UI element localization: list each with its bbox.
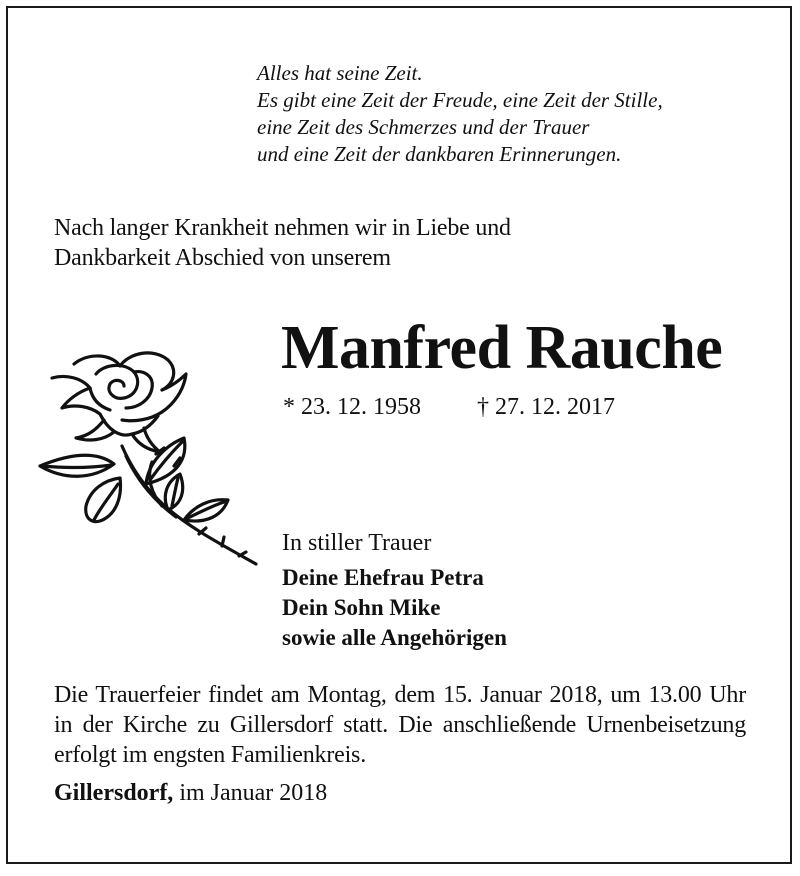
life-dates bbox=[283, 392, 615, 422]
poem-line: Alles hat seine Zeit. bbox=[257, 61, 423, 85]
intro-line: Nach langer Krankheit nehmen wir in Liebe und bbox=[54, 215, 511, 241]
poem bbox=[257, 60, 663, 168]
service-announcement: Die Trauerfeier findet am Montag, dem 15. Januar 2018, um 13.00 Uhr in der Kirche zu Gillersdorf statt. Die anschließende Urnenbeisetzung erfolgt im engsten Familienkreis. bbox=[54, 682, 746, 768]
birth-date: * 23. 12. 1958 bbox=[283, 394, 421, 420]
mourner: Deine Ehefrau Petra bbox=[282, 565, 484, 590]
poem-line: Es gibt eine Zeit der Freude, eine Zeit der Stille, bbox=[257, 88, 663, 112]
intro-line: Dankbarkeit Abschied von unserem bbox=[54, 245, 391, 271]
mourner: Dein Sohn Mike bbox=[282, 595, 441, 620]
death-date: † 27. 12. 2017 bbox=[477, 394, 615, 420]
mourner: sowie alle Angehörigen bbox=[282, 625, 507, 650]
poem-line: und eine Zeit der dankbaren Erinnerungen. bbox=[257, 142, 622, 166]
intro-text bbox=[54, 213, 511, 273]
place-date-line bbox=[54, 778, 327, 808]
announcement-date: im Januar 2018 bbox=[179, 780, 328, 806]
poem-line: eine Zeit des Schmerzes und der Trauer bbox=[257, 115, 590, 139]
mourning-heading: In stiller Trauer bbox=[282, 530, 432, 556]
rose-icon bbox=[34, 334, 264, 574]
place-name: Gillersdorf, bbox=[54, 780, 174, 806]
mourners-list bbox=[282, 563, 507, 653]
deceased-name: Manfred Rauche bbox=[281, 314, 723, 382]
